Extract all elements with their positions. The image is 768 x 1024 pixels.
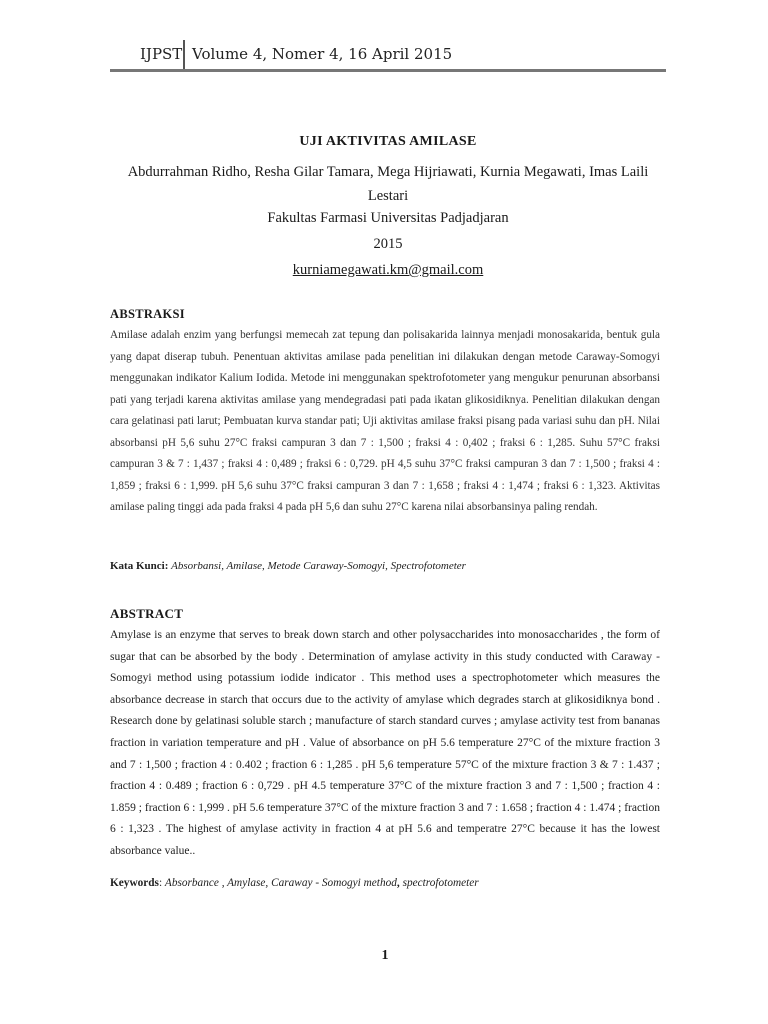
header-rule (110, 69, 666, 72)
author-email-link[interactable]: kurniamegawati.km@gmail.com (292, 262, 484, 278)
abstract-heading: ABSTRACT (110, 606, 184, 621)
paper-year: 2015 (373, 236, 403, 252)
abstraksi-heading: ABSTRAKSI (110, 307, 185, 321)
paper-title: UJI AKTIVITAS AMILASE (299, 134, 477, 149)
journal-volume: Volume 4, Nomer 4, 16 April 2015 (192, 45, 453, 63)
abstract-keywords-tail: spectrofotometer (402, 877, 479, 889)
abstract-keywords-label: Keywords (110, 877, 159, 889)
abstraksi-keywords (110, 560, 660, 572)
abstract-keywords-text: Absorbance , Amylase, Caraway - Somogyi method (164, 877, 397, 889)
header-divider (183, 40, 185, 72)
abstraksi-body: Amilase adalah enzim yang berfungsi memecah zat tepung dan polisakarida lainnya menjadi monosakarida, bentuk gula yang dapat diserap tubuh. Penentuan aktivitas amilase pada penelitian ini dilakukan dengan metode Caraway-Somogyi menggunakan indikator Kalium Iodida. Metode ini menggunakan spektrofotometer yang mengukur penurunan absorbansi pati yang terjadi karena aktivitas amilase yang mendegradasi pati pada ikatan glikosidiknya. Penelitian dilakukan dengan cara gelatinasi pati larut; Pembuatan kurva standar pati; Uji aktivitas amilase fraksi pisang pada variasi suhu dan pH. Nilai absorbansi pH 5,6 suhu 27°C fraksi campuran 3 dan 7 : 1,500 ; fraksi 4 : 0,402 ; fraksi 6 : 1,285. Suhu 57°C fraksi campuran 3 & 7 : 1,437 ; fraksi 4 : 0,489 ; fraksi 6 : 0,729. pH 4,5 suhu 37°C fraksi campuran 3 dan 7 : 1,500 ; fraksi 4 : 1,859 ; fraksi 6 : 1,999. pH 5,6 suhu 37°C fraksi campuran 3 dan 7 : 1,658 ; fraksi 4 : 1,474 ; fraksi 6 : 1,323. Aktivitas amilase paling tinggi ada pada fraksi 4 pada pH 5,6 dan suhu 27°C karena nilai absorbansinya paling rendah. (110, 329, 660, 513)
paper-authors: Abdurrahman Ridho, Resha Gilar Tamara, Mega Hijriawati, Kurnia Megawati, Imas Laili Lestari (127, 164, 649, 204)
abstract-keywords: Keywords: Absorbance , Amylase, Caraway - Somogyi method, spectrofotometer (110, 877, 479, 889)
paper-affiliation: Fakultas Farmasi Universitas Padjadjaran (267, 210, 509, 226)
abstract-body: Amylase is an enzyme that serves to break down starch and other polysaccharides into monosaccharides , the form of sugar that can be absorbed by the body . Determination of amylase activity in this study conducted with Caraway - Somogyi method using potassium iodide indicator . This method uses a spectrophotometer which measures the absorbance decrease in starch that occurs due to the activity of amylase which degrades starch at glikosidiknya bond . Research done by gelatinasi soluble starch ; manufacture of starch standard curves ; amylase activity test from bananas fraction in variation temperature and pH . Value of absorbance on pH 5.6 temperature 27°C of the mixture fraction 3 and 7 : 1,500 ; fraction 4 : 0.402 ; fraction 6 : 1,285 . pH 5,6 temperature 57°C of the mixture fraction 3 & 7 : 1.437 ; fraction 4 : 0.489 ; fraction 6 : 0,729 . pH 4.5 temperature 37°C of the mixture fraction 3 and 7 : 1,500 ; fraction 4 : 1.859 ; fraction 6 : 1,999 . pH 5.6 temperature 37°C of the mixture fraction 3 and 7 : 1.658 ; fraction 4 : 1.474 ; fraction 6 : 1,323 . The highest of amylase activity in fraction 4 at pH 5.6 and temperatre 27°C because it has the lowest absorbance value.. (110, 629, 660, 857)
abstraksi-keywords-label: Kata Kunci: (110, 560, 169, 572)
journal-name: IJPST (140, 45, 183, 63)
page-number: 1 (381, 948, 389, 963)
abstraksi-keywords-text: Absorbansi, Amilase, Metode Caraway-Somogyi, Spectrofotometer (171, 560, 466, 572)
page-header (0, 0, 768, 72)
